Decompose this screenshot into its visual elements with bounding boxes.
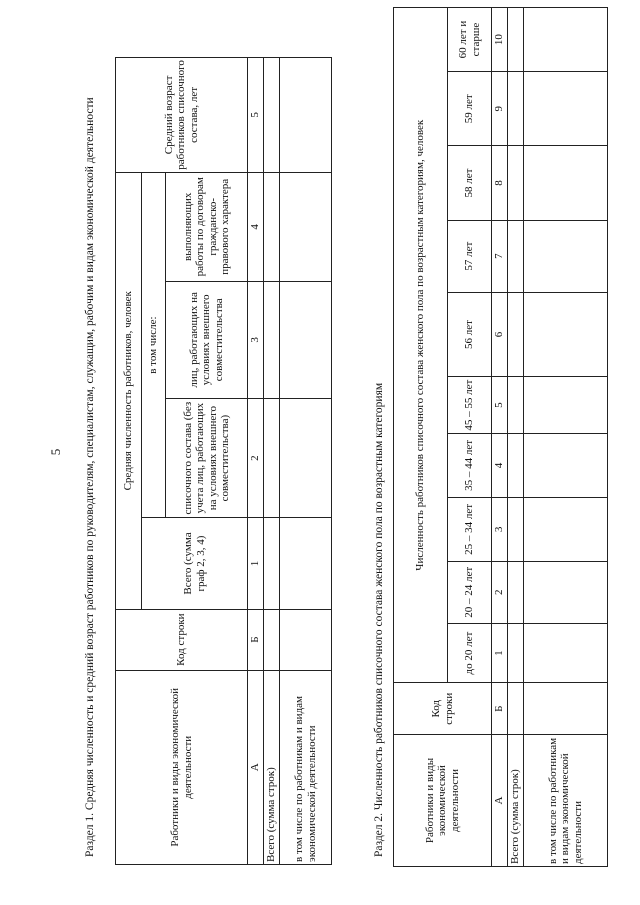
col-number: 6	[492, 292, 508, 377]
col-number-a: A	[248, 670, 264, 864]
cell	[508, 497, 524, 561]
header-count: Численность работников списочного состава женского пола по возрастным категориям, человек	[394, 8, 448, 683]
col-number: 4	[248, 172, 264, 281]
header-age: 20 – 24 лет	[448, 561, 492, 623]
header-workers: Работники и виды экономической деятельности	[394, 735, 492, 867]
col-number-a: A	[492, 735, 508, 867]
table-row	[280, 58, 332, 865]
cell	[264, 281, 280, 398]
cell	[524, 377, 608, 434]
col-number: 5	[248, 58, 264, 173]
header-age: 57 лет	[448, 220, 492, 292]
header-age: 60 лет и старше	[448, 8, 492, 72]
cell	[508, 72, 524, 146]
col-number: 10	[492, 8, 508, 72]
cell	[524, 72, 608, 146]
row-label: Всего (сумма строк)	[264, 670, 280, 864]
col-number: 8	[492, 146, 508, 220]
cell	[280, 518, 332, 609]
cell	[508, 146, 524, 220]
header-age: 56 лет	[448, 292, 492, 377]
col-number: 3	[492, 497, 508, 561]
header-age: 58 лет	[448, 146, 492, 220]
cell	[524, 623, 608, 683]
header-list-staff: списочного состава (без учета лиц, работающих на условиях внешнего совместительства)	[166, 398, 248, 517]
cell	[264, 609, 280, 670]
col-number: 2	[492, 561, 508, 623]
section1-table	[115, 57, 332, 865]
cell	[524, 292, 608, 377]
cell	[524, 8, 608, 72]
col-number: 9	[492, 72, 508, 146]
header-avg-age: Средний возраст работников списочного состава, лет	[116, 58, 248, 173]
cell	[508, 683, 524, 735]
col-number: 3	[248, 281, 264, 398]
cell	[524, 561, 608, 623]
row-label: в том числе по работникам и видам экономической деятельности	[280, 670, 332, 864]
cell	[524, 433, 608, 497]
col-number: 1	[492, 623, 508, 683]
page-number: 5	[48, 448, 63, 456]
cell	[508, 623, 524, 683]
cell	[524, 146, 608, 220]
table-row	[264, 58, 280, 865]
header-age: 25 – 34 лет	[448, 497, 492, 561]
cell	[508, 292, 524, 377]
cell	[280, 58, 332, 173]
col-number-b: Б	[492, 683, 508, 735]
header-including: в том числе:	[142, 172, 166, 518]
col-number: 1	[248, 518, 264, 609]
header-external: лиц, работающих на условиях внешнего совместительства	[166, 281, 248, 398]
header-age: 59 лет	[448, 72, 492, 146]
cell	[280, 172, 332, 281]
cell	[508, 433, 524, 497]
header-age: до 20 лет	[448, 623, 492, 683]
cell	[524, 220, 608, 292]
cell	[280, 609, 332, 670]
cell	[280, 398, 332, 517]
col-number-b: Б	[248, 609, 264, 670]
col-number: 4	[492, 433, 508, 497]
table-row	[508, 8, 524, 867]
cell	[524, 683, 608, 735]
cell	[280, 281, 332, 398]
cell	[264, 518, 280, 609]
cell	[264, 58, 280, 173]
header-code: Код строки	[394, 683, 492, 735]
row-label: в том числе по работникам и видам экономической деятельности	[524, 735, 608, 867]
header-workers: Работники и виды экономической деятельности	[116, 670, 248, 864]
cell	[524, 497, 608, 561]
header-code: Код строки	[116, 609, 248, 670]
cell	[508, 561, 524, 623]
header-age: 35 – 44 лет	[448, 433, 492, 497]
table-row	[524, 8, 608, 867]
row-label: Всего (сумма строк)	[508, 735, 524, 867]
header-age: 45 – 55 лет	[448, 377, 492, 434]
section2-title: Раздел 2. Численность работников списочного состава женского пола по возрастным категориям	[373, 382, 385, 857]
col-number: 5	[492, 377, 508, 434]
cell	[508, 377, 524, 434]
section2-table	[393, 7, 608, 867]
section1-title: Раздел 1. Средняя численность и средний возраст работников по руководителям, специалистам, служащим, рабочим и видам экономической деятельности	[84, 97, 96, 857]
cell	[264, 172, 280, 281]
cell	[508, 220, 524, 292]
col-number: 2	[248, 398, 264, 517]
header-gph: выполняющих работы по договорам гражданско-правового характера	[166, 172, 248, 281]
header-total: Всего (сумма граф 2, 3, 4)	[142, 518, 248, 609]
cell	[508, 8, 524, 72]
header-avg-count: Средняя численность работников, человек	[116, 172, 142, 609]
cell	[264, 398, 280, 517]
col-number: 7	[492, 220, 508, 292]
